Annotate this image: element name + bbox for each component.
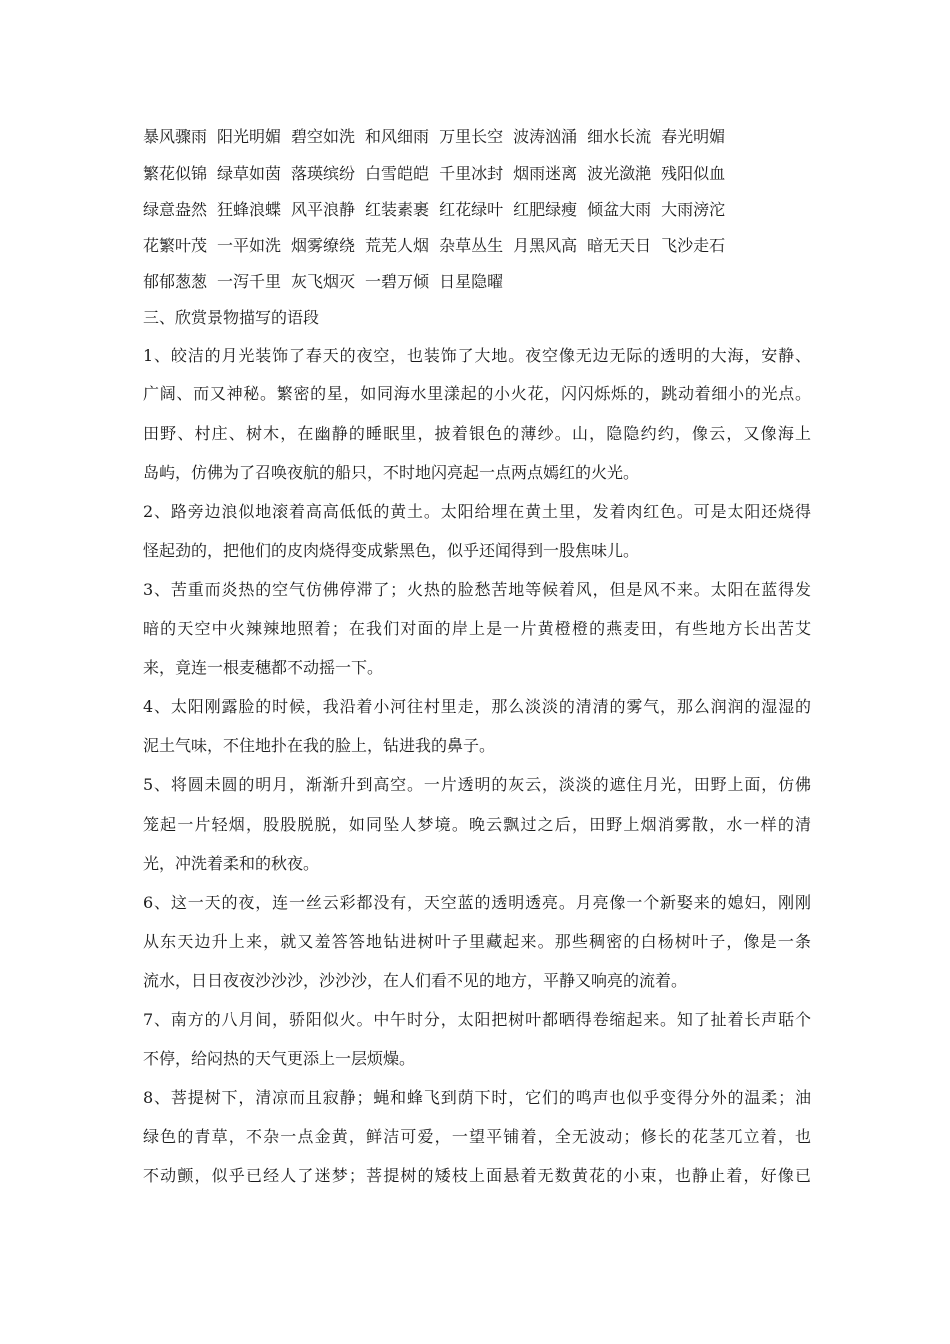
word-item: 一碧万倾 [365,272,430,291]
word-item: 风平浪静 [291,200,356,219]
word-row [143,235,811,257]
paragraph-line: 6、这一天的夜，连一丝云彩都没有，天空蓝的透明透亮。月亮像一个新娶来的媳妇，刚刚 [143,893,811,912]
word-item: 一泻千里 [217,272,282,291]
word-item: 和风细雨 [365,127,430,146]
paragraph-line: 不停，给闷热的天气更添上一层烦燥。 [143,1049,416,1068]
word-item: 万里长空 [439,127,504,146]
word-row [143,199,811,221]
paragraph-line: 岛屿，仿佛为了召唤夜航的船只，不时地闪亮起一点两点嫣红的火光。 [143,463,640,482]
word-item: 日星隐曜 [439,272,504,291]
word-item: 飞沙走石 [661,236,726,255]
paragraph-line: 不动颤，似乎已经人了迷梦；菩提树的矮枝上面悬着无数黄花的小束，也静止着，好像已 [143,1166,811,1185]
word-item: 一平如洗 [217,236,282,255]
paragraph-line: 暗的天空中火辣辣地照着；在我们对面的岸上是一片黄橙橙的燕麦田，有些地方长出苦艾 [143,619,811,638]
word-item: 花繁叶茂 [143,236,208,255]
paragraph-line: 流水，日日夜夜沙沙沙，沙沙沙，在人们看不见的地方，平静又响亮的流着。 [143,971,688,990]
word-item: 春光明媚 [661,127,726,146]
word-item: 落瑛缤纷 [291,164,356,183]
word-item: 月黑风高 [513,236,578,255]
paragraph-line: 7、南方的八月间，骄阳似火。中午时分，太阳把树叶都晒得卷缩起来。知了扯着长声聒个 [143,1010,811,1029]
paragraph-line: 1、皎洁的月光装饰了春天的夜空，也装饰了大地。夜空像无边无际的透明的大海，安静、 [143,346,811,365]
word-item: 倾盆大雨 [587,200,652,219]
section-heading: 三、欣赏景物描写的语段 [143,308,320,327]
paragraph-line: 从东天边升上来，就又羞答答地钻进树叶子里藏起来。那些稠密的白杨树叶子，像是一条 [143,932,811,951]
word-item: 红花绿叶 [439,200,504,219]
word-item: 细水长流 [587,127,652,146]
paragraph-line: 来，竟连一根麦穗都不动摇一下。 [143,658,384,677]
word-item: 灰飞烟灭 [291,272,356,291]
word-item: 暗无天日 [587,236,652,255]
paragraph-line: 绿色的青草，不杂一点金黄，鲜洁可爱，一望平铺着，全无波动；修长的花茎兀立着，也 [143,1127,811,1146]
word-item: 狂蜂浪蝶 [217,200,282,219]
paragraph-line: 光，冲洗着柔和的秋夜。 [143,854,320,873]
word-item: 碧空如洗 [291,127,356,146]
word-item: 千里冰封 [439,164,504,183]
word-item: 荒芜人烟 [365,236,430,255]
word-item: 大雨滂沱 [661,200,726,219]
word-item: 暴风骤雨 [143,127,208,146]
word-item: 烟雾缭绕 [291,236,356,255]
word-item: 波光潋滟 [587,164,652,183]
paragraph-line: 笼起一片轻烟，股股脱脱，如同坠人梦境。晚云飘过之后，田野上烟消雾散，水一样的清 [143,815,811,834]
paragraph-line: 2、路旁边浪似地滚着高高低低的黄土。太阳给埋在黄土里，发着肉红色。可是太阳还烧得 [143,502,811,521]
word-item: 绿草如茵 [217,164,282,183]
paragraph-line: 田野、村庄、树木，在幽静的睡眠里，披着银色的薄纱。山，隐隐约约，像云，又像海上 [143,424,811,443]
word-item: 郁郁葱葱 [143,272,208,291]
word-item: 红肥绿瘦 [513,200,578,219]
paragraph-line: 4、太阳刚露脸的时候，我沿着小河往村里走，那么淡淡的清清的雾气，那么润润的湿湿的 [143,697,811,716]
word-item: 繁花似锦 [143,164,208,183]
word-item: 阳光明媚 [217,127,282,146]
paragraph-line: 5、将圆未圆的明月，渐渐升到高空。一片透明的灰云，淡淡的遮住月光，田野上面，仿佛 [143,775,811,794]
paragraph-line: 3、苦重而炎热的空气仿佛停滞了；火热的脸愁苦地等候着风，但是风不来。太阳在蓝得发 [143,580,811,599]
paragraph-line: 8、菩提树下，清凉而且寂静；蝇和蜂飞到荫下时，它们的鸣声也似乎变得分外的温柔；油 [143,1088,811,1107]
paragraph-line: 广阔、而又神秘。繁密的星，如同海水里漾起的小火花，闪闪烁烁的，跳动着细小的光点。 [143,384,811,403]
word-row [143,163,811,185]
word-item: 残阳似血 [661,164,726,183]
word-item: 波涛汹涌 [513,127,578,146]
word-item: 白雪皑皑 [365,164,430,183]
word-item: 杂草丛生 [439,236,504,255]
word-item: 烟雨迷离 [513,164,578,183]
paragraph-line: 泥土气味，不住地扑在我的脸上，钻进我的鼻子。 [143,736,496,755]
word-item: 红装素裹 [365,200,430,219]
word-row [143,271,811,293]
paragraph-line: 怪起劲的，把他们的皮肉烧得变成紫黑色，似乎还闻得到一股焦味儿。 [143,541,640,560]
word-item: 绿意盎然 [143,200,208,219]
word-row [143,126,811,148]
